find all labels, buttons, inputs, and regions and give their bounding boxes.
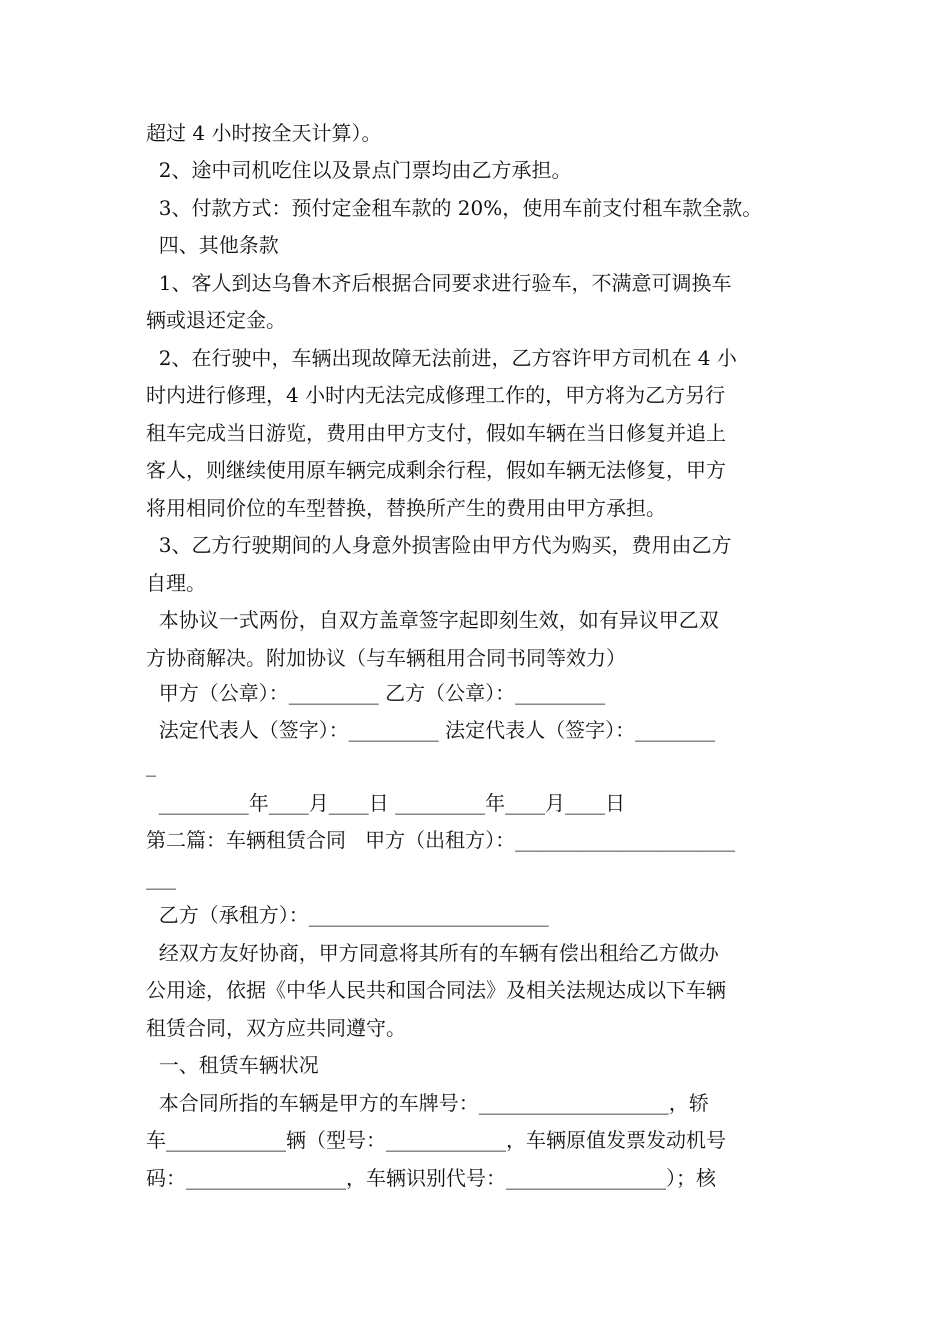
text-line: 租车完成当日游览，费用由甲方支付，假如车辆在当日修复并追上 bbox=[146, 421, 726, 445]
text-line: 本协议一式两份，自双方盖章签字起即刻生效，如有异议甲乙双 bbox=[146, 608, 719, 632]
text-line: 方协商解决。附加协议（与车辆租用合同书同等效力） bbox=[146, 646, 626, 670]
text-line: 租赁合同，双方应共同遵守。 bbox=[146, 1016, 406, 1040]
text-line: 2、在行驶中，车辆出现故障无法前进，乙方容许甲方司机在 4 小 bbox=[146, 346, 737, 370]
text-line: 2、途中司机吃住以及景点门票均由乙方承担。 bbox=[146, 158, 572, 182]
text-line: 本合同所指的车辆是甲方的车牌号：___________________，轿 bbox=[146, 1091, 709, 1115]
second-contract-title: 第二篇：车辆租赁合同 甲方（出租方）：______________________ bbox=[146, 828, 736, 852]
date-line: _________年____月____日 _________年____月____日 bbox=[146, 791, 626, 815]
text-line: 客人，则继续使用原车辆完成剩余行程，假如车辆无法修复，甲方 bbox=[146, 458, 726, 482]
signature-line-overflow: _ bbox=[146, 753, 156, 777]
section-heading: 一、租赁车辆状况 bbox=[146, 1053, 319, 1077]
signature-line: 法定代表人（签字）：_________ 法定代表人（签字）：________ bbox=[146, 718, 716, 742]
text-line: 3、乙方行驶期间的人身意外损害险由甲方代为购买，费用由乙方 bbox=[146, 533, 732, 557]
text-line: 将用相同价位的车型替换，替换所产生的费用由甲方承担。 bbox=[146, 496, 666, 520]
lessee-line: 乙方（承租方）：________________________ bbox=[146, 903, 549, 927]
text-line: 码：________________，车辆识别代号：________________）；核 bbox=[146, 1166, 716, 1190]
text-line: 超过 4 小时按全天计算）。 bbox=[146, 121, 382, 145]
section-heading: 四、其他条款 bbox=[146, 233, 279, 257]
text-line: 3、付款方式：预付定金租车款的 20%，使用车前支付租车款全款。 bbox=[146, 196, 763, 220]
text-line: 自理。 bbox=[146, 571, 206, 595]
text-line: 经双方友好协商，甲方同意将其所有的车辆有偿出租给乙方做办 bbox=[146, 941, 719, 965]
text-line: 1、客人到达乌鲁木齐后根据合同要求进行验车，不满意可调换车 bbox=[146, 271, 732, 295]
seal-line: 甲方（公章）：_________ 乙方（公章）：_________ bbox=[146, 681, 606, 705]
text-line: 公用途，依据《中华人民共和国合同法》及相关法规达成以下车辆 bbox=[146, 978, 726, 1002]
text-line: 辆或退还定金。 bbox=[146, 308, 286, 332]
text-line: 车____________辆（型号：____________，车辆原值发票发动机号 bbox=[146, 1128, 726, 1152]
text-line: ___ bbox=[146, 866, 176, 890]
text-line: 时内进行修理，4 小时内无法完成修理工作的，甲方将为乙方另行 bbox=[146, 383, 726, 407]
